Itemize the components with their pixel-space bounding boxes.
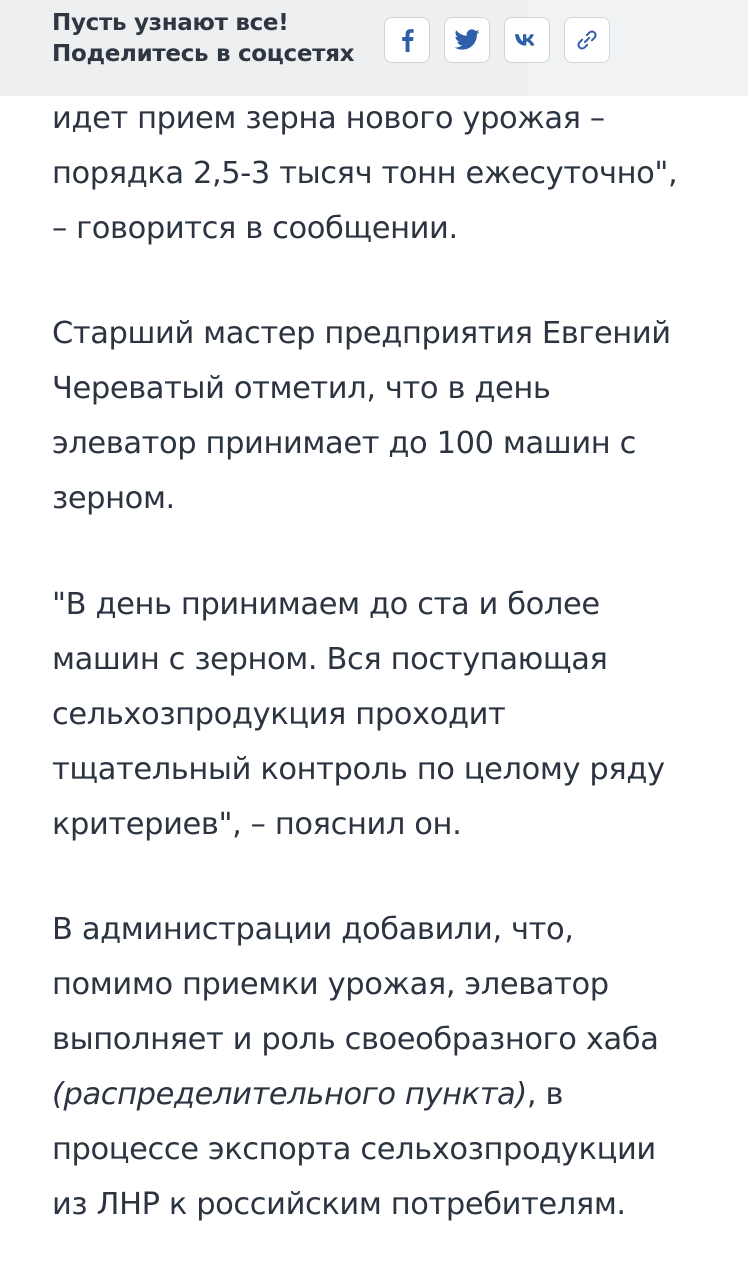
- article-paragraph: [52, 91, 712, 256]
- facebook-icon: [396, 27, 418, 53]
- text-line: машин с зерном. Вся поступающая: [52, 642, 608, 677]
- twitter-share-button[interactable]: [444, 17, 490, 63]
- italic-note: (распределительного пункта): [52, 1077, 527, 1112]
- facebook-share-button[interactable]: [384, 17, 430, 63]
- text-line: тщательный контроль по целому ряду: [52, 752, 665, 787]
- text-line: В администрации добавили, что,: [52, 912, 574, 947]
- text-line: "В день принимаем до ста и более: [52, 587, 600, 622]
- share-title: Пусть узнают все!: [52, 10, 289, 36]
- vk-share-button[interactable]: [504, 17, 550, 63]
- twitter-icon: [454, 29, 480, 51]
- text-line: процессе экспорта сельхозпродукции: [52, 1132, 656, 1167]
- text-line: Старший мастер предприятия Евгений: [52, 316, 671, 351]
- text-line: – говорится в сообщении.: [52, 211, 458, 246]
- text-line: сельхозпродукция проходит: [52, 697, 506, 732]
- text-line: выполняет и роль своеобразного хаба: [52, 1022, 659, 1057]
- share-subtitle: Поделитесь в соцсетях: [52, 41, 355, 67]
- article-quote-paragraph: [52, 577, 712, 852]
- text-line: идет прием зерна нового урожая –: [52, 101, 605, 136]
- text-line: помимо приемки урожая, элеватор: [52, 967, 609, 1002]
- vk-icon: [513, 31, 541, 49]
- text-line: зерном.: [52, 481, 175, 516]
- article-paragraph: [52, 306, 712, 526]
- text-line: порядка 2,5-3 тысяч тонн ежесуточно",: [52, 156, 678, 191]
- text-fragment: , в: [526, 1077, 564, 1112]
- text-line: критериев", – пояснил он.: [52, 807, 462, 842]
- text-line: из ЛНР к российским потребителям.: [52, 1187, 626, 1222]
- copy-link-button[interactable]: [564, 17, 610, 63]
- share-prompt: [52, 8, 354, 70]
- text-line: Череватый отметил, что в день: [52, 371, 551, 406]
- text-line: [52, 1067, 712, 1122]
- article-paragraph: [52, 902, 712, 1232]
- share-bar: [0, 0, 748, 96]
- link-icon: [574, 27, 600, 53]
- text-line: элеватор принимает до 100 машин с: [52, 426, 636, 461]
